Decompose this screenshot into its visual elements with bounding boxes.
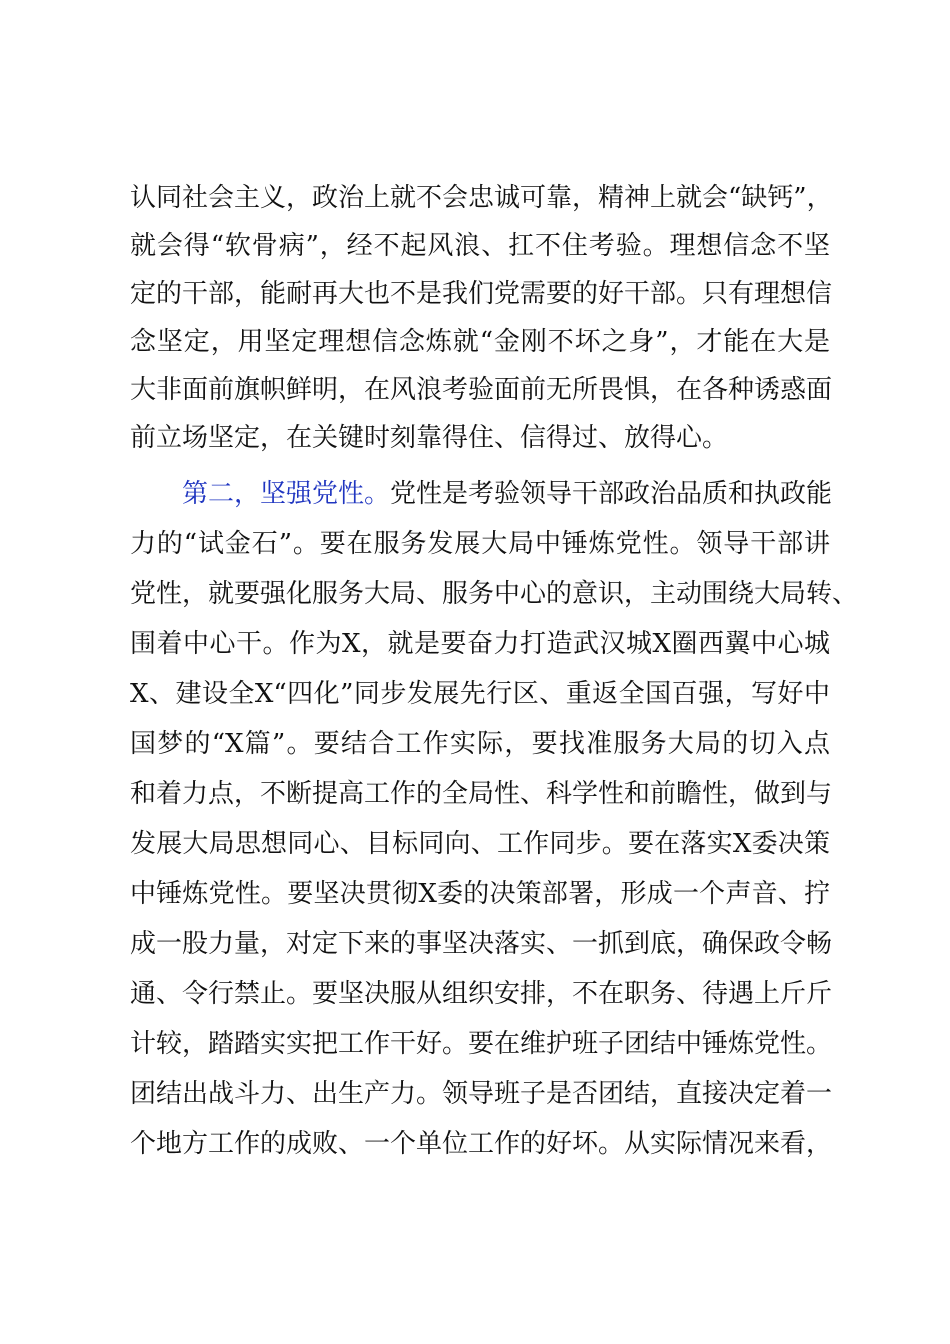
text-line: X、建设全X“四化”同步发展先行区、重返全国百强，写好中 bbox=[130, 679, 830, 709]
text-line: 认同社会主义，政治上就不会忠诚可靠，精神上就会“缺钙”， bbox=[130, 183, 833, 213]
text-line: 定的干部，能耐再大也不是我们党需要的好干部。只有理想信 bbox=[130, 279, 833, 309]
text-line: 党性，就要强化服务大局、服务中心的意识，主动围绕大局转、 bbox=[130, 579, 859, 609]
text-line: 力的“试金石”。要在服务发展大局中锤炼党性。领导干部讲 bbox=[130, 529, 830, 559]
text-line: 计较，踏踏实实把工作干好。要在维护班子团结中锤炼党性。 bbox=[130, 1029, 833, 1059]
text-line: 个地方工作的成败、一个单位工作的好坏。从实际情况来看， bbox=[130, 1129, 833, 1159]
text-line: 通、令行禁止。要坚决服从组织安排，不在职务、待遇上斤斤 bbox=[130, 979, 833, 1009]
text-line: 成一股力量，对定下来的事坚决落实、一抓到底，确保政令畅 bbox=[130, 929, 833, 959]
text-line: 团结出战斗力、出生产力。领导班子是否团结，直接决定着一 bbox=[130, 1079, 833, 1109]
text-line: 前立场坚定，在关键时刻靠得住、信得过、放得心。 bbox=[130, 423, 729, 453]
text-line: 中锤炼党性。要坚决贯彻X委的决策部署，形成一个声音、拧 bbox=[130, 879, 830, 909]
text-line: 大非面前旗帜鲜明，在风浪考验面前无所畏惧，在各种诱惑面 bbox=[130, 375, 833, 405]
section-heading: 第二，坚强党性。 bbox=[182, 479, 391, 509]
paragraph-first-line bbox=[182, 470, 833, 518]
text-line: 国梦的“X篇”。要结合工作实际，要找准服务大局的切入点 bbox=[130, 729, 830, 759]
text-line: 念坚定，用坚定理想信念炼就“金刚不坏之身”，才能在大是 bbox=[130, 327, 830, 357]
text-line: 就会得“软骨病”，经不起风浪、扛不住考验。理想信念不坚 bbox=[130, 231, 830, 261]
text-line: 发展大局思想同心、目标同向、工作同步。要在落实X委决策 bbox=[130, 829, 830, 859]
text-line: 围着中心干。作为X，就是要奋力打造武汉城X圈西翼中心城 bbox=[130, 629, 830, 659]
text-run: 党性是考验领导干部政治品质和执政能 bbox=[390, 479, 833, 509]
text-line: 和着力点，不断提高工作的全局性、科学性和前瞻性，做到与 bbox=[130, 779, 833, 809]
